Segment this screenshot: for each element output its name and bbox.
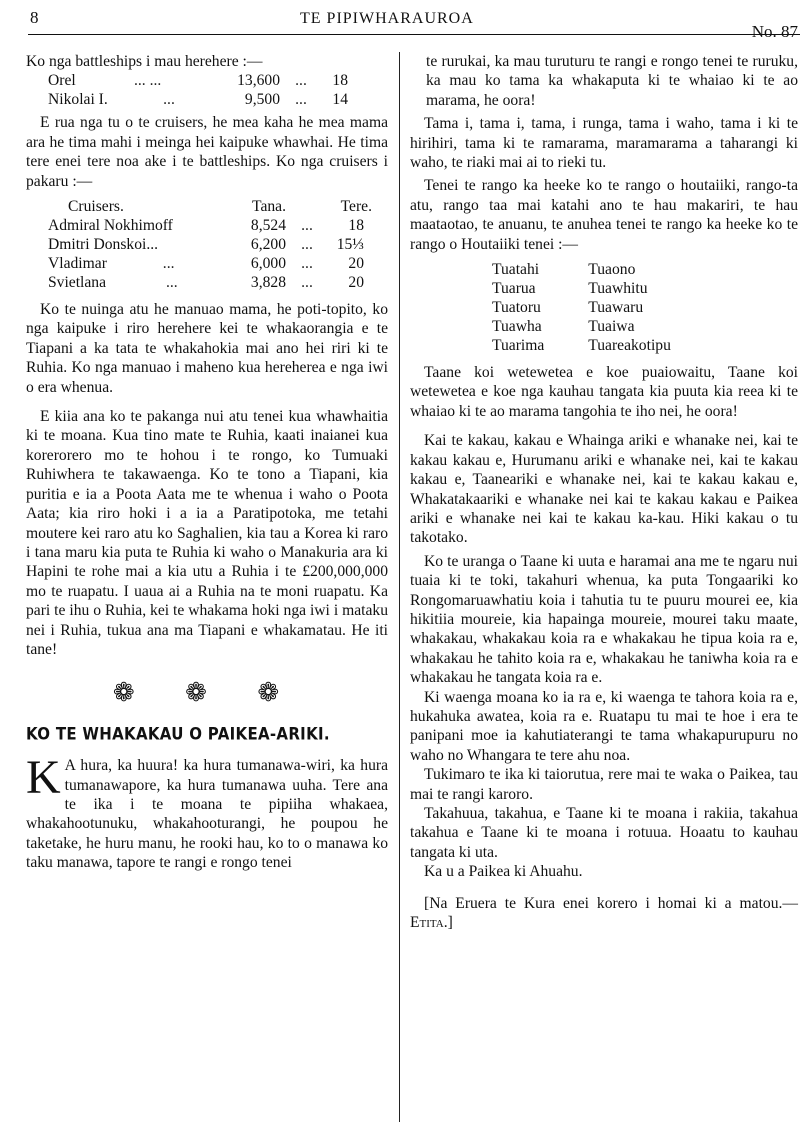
drop-cap: K [26, 751, 61, 805]
table-row [48, 71, 354, 90]
leader-dots: ... [295, 91, 307, 109]
leader-dots: ... [301, 217, 313, 235]
ship-tons: 6,000 [250, 255, 286, 273]
table-row [48, 216, 378, 235]
list-item: Tuarua [492, 280, 536, 298]
list-item: Tuatahi [492, 261, 540, 279]
column-divider [399, 52, 400, 1122]
ship-speed: 14 [332, 91, 348, 109]
section-title: KO TE WHAKAKAU O PAIKEA-ARIKI. [26, 723, 330, 744]
leader-dots: ... [301, 274, 313, 292]
page-number: 8 [30, 8, 39, 27]
ship-name: Orel [48, 72, 76, 90]
paragraph: Taane koi wetewetea e koe puaiowaitu, Taane koi wetewetea e koe nga kauhau tangata kia puuta kia reea ki te whaiao ki te ao marama tangohia te iho nei, he oora! [410, 364, 798, 420]
paragraph-text: A hura, ka huura! ka hura tumanawa-wiri, ka hura tumanawapore, ka hura tumanawa uuha. Tere ana te ika i te moana te pipiiha whakaea, whakahootunuku, whakahooturangi, he poupou he taketake, he huru manu, he rooki hau, ko to o manawa ko taku manawa, tapore te rangi e rongo tenei [26, 757, 388, 872]
ship-speed: 18 [348, 217, 364, 235]
table-row [48, 273, 378, 292]
editor-note [410, 894, 798, 933]
paragraph: Kai te kakau, kakau e Whainga ariki e whanake nei, kai te kakau kakau e, Hurumanu ariki e whanake nei, kai te kakau kakau e, Taaneariki e whanake nei, kai te kakau kakau e, Whakatakaariki e whanake nei kai te kakau kakau e Paikea ariki e whanake nei kai te kakau ka-kau. Hiki kakau o tu takotako. [410, 432, 798, 547]
ship-speed: 20 [348, 255, 364, 273]
list-item: Tuaono [588, 261, 636, 279]
ship-speed: 18 [332, 72, 348, 90]
paragraph: Takahuua, takahua, e Taane ki te moana i rakiia, takahua takahua e Taane ki te moana i rotuua. Hoaatu to kauhau tangata ki uta. [410, 805, 798, 861]
right-column [410, 52, 798, 932]
column-header: Cruisers. [68, 198, 124, 216]
note-text: [Na Eruera te Kura enei korero i homai ki a matou.— [424, 894, 798, 912]
left-column [26, 52, 388, 873]
paragraph: Ko nga battleships i mau herehere :— [26, 53, 263, 70]
names-column-right [588, 260, 671, 355]
column-header: Tere. [340, 198, 372, 216]
list-item: Tuawaru [588, 299, 644, 317]
ship-name: Svietlana [48, 274, 107, 292]
leader-dots: ... [301, 255, 313, 273]
paragraph: E rua nga tu o te cruisers, he mea kaha he mea mama ara he tima mahi i meinga hei kaipuke whawhai. He tima tere enei tere noa ake i te battleships. Ko nga cruisers i pakaru :— [26, 114, 388, 190]
list-item: Tuarima [492, 337, 545, 355]
header-rule [28, 34, 800, 35]
ship-name: Vladimar [48, 255, 107, 273]
list-item: Tuareakotipu [588, 337, 671, 355]
ship-speed: 15⅓ [336, 236, 364, 254]
paragraph: Tama i, tama i, tama, i runga, tama i waho, tama i ki te hirihiri, tama ki te ramarama, maramarama a taharangi ki waho, te riaki mai ai to rieki tu. [410, 115, 798, 172]
paragraph: Ka u a Paikea ki Ahuahu. [424, 863, 583, 881]
battleships-table [48, 71, 354, 109]
column-header: Tana. [252, 198, 286, 216]
table-header-row [48, 197, 378, 216]
ship-tons: 8,524 [250, 217, 286, 235]
issue-number: No. 87 [751, 22, 798, 41]
ornament-divider: ❁ ❁ ❁ [112, 678, 302, 708]
ship-name: Admiral Nokhimoff [48, 217, 173, 235]
leader-dots: ... ... [134, 72, 162, 90]
names-list [492, 260, 798, 355]
note-bracket: ] [447, 914, 453, 932]
list-item: Tuaiwa [588, 318, 635, 336]
table-row [48, 90, 354, 109]
list-item: Tuawha [492, 318, 542, 336]
paragraph: Tenei te rango ka heeke ko te rango o houtaiiki, rango-ta atu, rango taa mai katahi ano te hau makariri, te hau maataotao, te anuanu, te anuhea tenei te rango ka heeke ko te rango o Houtaiiki tenei :— [410, 177, 798, 253]
cruisers-table [48, 197, 378, 292]
names-column-left [492, 260, 544, 355]
note-signature: Etita. [410, 914, 448, 932]
paragraph: Ko te uranga o Taane ki uuta e haramai ana me te ngaru nui tuaia ki te toki, takahuri whenua, ka puta Tongaariki ko Rongomaruawhatiu koia i tahutia tu te puuru mourei ee, kia hikitiia moureie, kia hapainga moureie, mourei taku maate, whakakau, whakakau koia ra e whakakau he tipua koia ra e, whakakau he tahito koia ra e, whakakau he taniwha koia ra e whakakau he tangata koia ra e. [410, 552, 798, 687]
leader-dots: ... [162, 255, 175, 273]
paragraph: Ki waenga moana ko ia ra e, ki waenga te tahora koia ra e, hukahuka awatea, koia ra e. Ruatapu tu mai te hoe i era te panipani moe ia kahutiaterangi te tama whakapurupuru no waho no Whangara te tere ahu noa. [410, 688, 798, 764]
ship-tons: 3,828 [250, 274, 286, 292]
paragraph: te rurukai, ka mau turuturu te rangi e rongo tenei te ruruku, ka mau ko tama ka whakaputa ki te whaiao ki te ao marama, he oora! [426, 53, 798, 109]
ship-name: Dmitri Donskoi... [48, 236, 159, 254]
page-header [0, 6, 808, 41]
table-row [48, 254, 378, 273]
leader-dots: ... [301, 236, 313, 254]
leader-dots: ... [295, 72, 307, 90]
leader-dots: ... [163, 91, 175, 109]
list-item: Tuawhitu [588, 280, 648, 298]
paragraph [26, 751, 388, 872]
paragraph: Ko te nuinga atu he manuao mama, he poti-topito, ko nga kaipuke i riro herehere kei te whakaorangia e te Tiapani a ka tata te whakahokia mai ano hei riri ki te Ruhia. Ko nga manuao i maheno kua hereherea e nga iwi o era whenua. [26, 301, 388, 396]
ship-speed: 20 [348, 274, 364, 292]
leader-dots: ... [165, 274, 178, 292]
publication-title: TE PIPIWHARAUROA [300, 10, 474, 27]
ship-tons: 6,200 [250, 236, 286, 254]
list-item: Tuatoru [492, 299, 541, 317]
table-row [48, 235, 378, 254]
ship-name: Nikolai I. [48, 91, 108, 109]
ship-tons: 13,600 [237, 72, 280, 90]
paragraph: E kiia ana ko te pakanga nui atu tenei kua whawhaitia ki te moana. Kua tino mate te Ruhia, kaati inaianei kua korerorero mo te hohou i te rongo, ko Tumuaki Ruhiwhera te takawaenga. Ko te tono a Tiapani, kia puritia e ia a Poota Aata me te whenua i waho o Poota Aata; kia riro hoki i a ia a Paratipotoka, me tetahi moutere kei raro atu ko Saghalien, kia tau a Korea ki raro i tana maru kia puta te Ruhia ki waho o Manakuria ara ki Hapini te rohe mai a kia utu a Ruhia i te £200,000,000 mo te ruapatu. I uaua ai a Ruhia na te moni ruapatu. Ka pari te ihu o Ruhia, kei te whakama hoki nga iwi i mataku nei i Ruhia, tukua ana ma Tiapani e whakamatau. He iti tane! [26, 408, 388, 658]
ship-tons: 9,500 [244, 91, 280, 109]
paragraph: Tukimaro te ika ki taiorutua, rere mai te waka o Paikea, tau mai te rangi karoro. [410, 766, 798, 803]
